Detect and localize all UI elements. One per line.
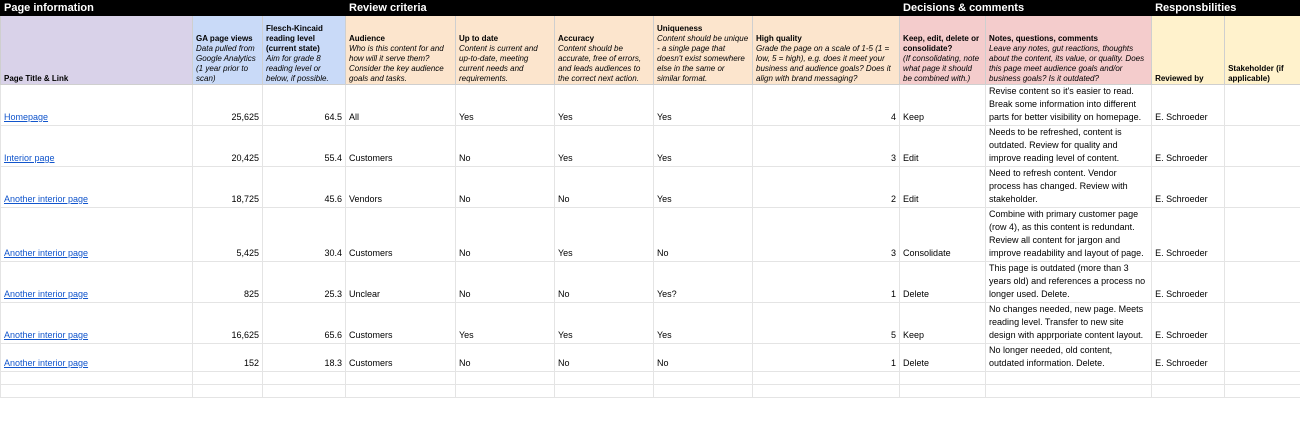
cell-quality[interactable]: 2 <box>753 167 900 208</box>
table-row <box>1 85 1300 126</box>
table-row <box>1 167 1300 208</box>
page-link[interactable]: Another interior page <box>4 248 89 258</box>
cell-accuracy[interactable]: Yes <box>555 85 654 126</box>
empty-cell[interactable] <box>263 372 346 385</box>
empty-cell[interactable] <box>1152 385 1225 398</box>
cell-notes[interactable]: Combine with primary customer page (row 4), as this content is redundant. Review all content for jargon and improve readability and layout of page. <box>986 208 1152 262</box>
cell-notes[interactable]: Revise content so it's easier to read. Break some information into different parts for better visibility on homepage. <box>986 85 1152 126</box>
cell-views[interactable]: 152 <box>193 344 263 372</box>
cell-stakeholder[interactable] <box>1225 85 1300 126</box>
cell-uniqueness[interactable]: Yes? <box>654 262 753 303</box>
empty-cell[interactable] <box>193 372 263 385</box>
empty-cell[interactable] <box>753 385 900 398</box>
cell-uniqueness[interactable]: Yes <box>654 85 753 126</box>
group-responsibilities[interactable]: Responsbilities <box>1152 1 1300 16</box>
cell-stakeholder[interactable] <box>1225 167 1300 208</box>
col-header-decision[interactable]: Keep, edit, delete or consolidate? (If consolidating, note what page it should be combined with.) <box>900 16 986 85</box>
cell-up-to-date[interactable]: No <box>456 344 555 372</box>
page-link[interactable]: Homepage <box>4 112 49 122</box>
cell-page[interactable] <box>1 344 193 372</box>
cell-reading-level[interactable]: 25.3 <box>263 262 346 303</box>
col-header-stakeholder[interactable]: Stakeholder (if applicable) <box>1225 16 1300 85</box>
cell-page[interactable] <box>1 208 193 262</box>
empty-cell[interactable] <box>263 385 346 398</box>
cell-page[interactable] <box>1 167 193 208</box>
cell-views[interactable]: 5,425 <box>193 208 263 262</box>
cell-quality[interactable]: 5 <box>753 303 900 344</box>
cell-audience[interactable]: Unclear <box>346 262 456 303</box>
empty-row <box>1 372 1300 385</box>
empty-cell[interactable] <box>1 372 193 385</box>
cell-page[interactable] <box>1 303 193 344</box>
empty-cell[interactable] <box>346 372 456 385</box>
cell-quality[interactable]: 3 <box>753 126 900 167</box>
cell-accuracy[interactable]: Yes <box>555 303 654 344</box>
page-link[interactable]: Another interior page <box>4 330 89 340</box>
cell-accuracy[interactable]: No <box>555 167 654 208</box>
empty-cell[interactable] <box>986 385 1152 398</box>
empty-cell[interactable] <box>900 385 986 398</box>
cell-up-to-date[interactable]: Yes <box>456 303 555 344</box>
cell-reviewer[interactable]: E. Schroeder <box>1152 167 1225 208</box>
cell-audience[interactable]: Customers <box>346 344 456 372</box>
empty-cell[interactable] <box>1 385 193 398</box>
empty-cell[interactable] <box>1225 372 1300 385</box>
cell-quality[interactable]: 1 <box>753 262 900 303</box>
cell-uniqueness[interactable]: Yes <box>654 126 753 167</box>
cell-quality[interactable]: 1 <box>753 344 900 372</box>
empty-cell[interactable] <box>1225 385 1300 398</box>
cell-views[interactable]: 20,425 <box>193 126 263 167</box>
page-link[interactable]: Another interior page <box>4 289 89 299</box>
cell-reviewer[interactable]: E. Schroeder <box>1152 126 1225 167</box>
cell-reading-level[interactable]: 64.5 <box>263 85 346 126</box>
col-header-ga-views[interactable]: GA page views Data pulled from Google Analytics (1 year prior to scan) <box>193 16 263 85</box>
page-link[interactable]: Interior page <box>4 153 55 163</box>
cell-notes[interactable]: Needs to be refreshed, content is outdated. Review for quality and improve reading level of content. <box>986 126 1152 167</box>
cell-page[interactable] <box>1 85 193 126</box>
cell-reading-level[interactable]: 55.4 <box>263 126 346 167</box>
cell-stakeholder[interactable] <box>1225 126 1300 167</box>
cell-accuracy[interactable]: Yes <box>555 126 654 167</box>
cell-decision[interactable]: Keep <box>900 303 986 344</box>
cell-decision[interactable]: Keep <box>900 85 986 126</box>
table-row <box>1 303 1300 344</box>
col-header-reading-level[interactable]: Flesch-Kincaid reading level (current state) Aim for grade 8 reading level or below, if possible. <box>263 16 346 85</box>
cell-decision[interactable]: Edit <box>900 126 986 167</box>
cell-decision[interactable]: Delete <box>900 262 986 303</box>
col-header-high-quality[interactable]: High quality Grade the page on a scale of 1-5 (1 = low, 5 = high), e.g. does it meet your business and audience goals? Does it align with brand messaging? <box>753 16 900 85</box>
empty-row <box>1 385 1300 398</box>
cell-stakeholder[interactable] <box>1225 262 1300 303</box>
table-row <box>1 262 1300 303</box>
cell-stakeholder[interactable] <box>1225 344 1300 372</box>
cell-notes[interactable]: This page is outdated (more than 3 years old) and references a process no longer used. Delete. <box>986 262 1152 303</box>
cell-up-to-date[interactable]: No <box>456 126 555 167</box>
group-page-information[interactable]: Page information <box>1 1 346 16</box>
col-header-uniqueness[interactable]: Uniqueness Content should be unique - a single page that doesn't exist somewhere else in the same or similar format. <box>654 16 753 85</box>
page-link[interactable]: Another interior page <box>4 358 89 368</box>
empty-cell[interactable] <box>654 385 753 398</box>
cell-accuracy[interactable]: No <box>555 262 654 303</box>
group-decisions-comments[interactable]: Decisions & comments <box>900 1 1152 16</box>
empty-cell[interactable] <box>555 385 654 398</box>
cell-reviewer[interactable]: E. Schroeder <box>1152 208 1225 262</box>
empty-cell[interactable] <box>753 372 900 385</box>
cell-up-to-date[interactable]: No <box>456 167 555 208</box>
cell-audience[interactable]: Customers <box>346 208 456 262</box>
cell-page[interactable] <box>1 126 193 167</box>
cell-audience[interactable]: Vendors <box>346 167 456 208</box>
cell-audience[interactable]: All <box>346 85 456 126</box>
col-header-page-title[interactable]: Page Title & Link <box>1 16 193 85</box>
cell-uniqueness[interactable]: Yes <box>654 303 753 344</box>
cell-decision[interactable]: Consolidate <box>900 208 986 262</box>
table-row <box>1 208 1300 262</box>
cell-reviewer[interactable]: E. Schroeder <box>1152 344 1225 372</box>
cell-stakeholder[interactable] <box>1225 303 1300 344</box>
cell-audience[interactable]: Customers <box>346 126 456 167</box>
empty-cell[interactable] <box>654 372 753 385</box>
cell-accuracy[interactable]: Yes <box>555 208 654 262</box>
col-header-reviewed-by[interactable]: Reviewed by <box>1152 16 1225 85</box>
cell-quality[interactable]: 3 <box>753 208 900 262</box>
cell-reviewer[interactable]: E. Schroeder <box>1152 262 1225 303</box>
empty-cell[interactable] <box>456 372 555 385</box>
cell-views[interactable]: 16,625 <box>193 303 263 344</box>
empty-cell[interactable] <box>1152 372 1225 385</box>
cell-up-to-date[interactable]: Yes <box>456 85 555 126</box>
cell-uniqueness[interactable]: No <box>654 208 753 262</box>
cell-reviewer[interactable]: E. Schroeder <box>1152 85 1225 126</box>
col-header-notes[interactable]: Notes, questions, comments Leave any notes, gut reactions, thoughts about the content, its value, or quality. Does this page meet audience goals and/or business goals? Is it outdated? <box>986 16 1152 85</box>
cell-uniqueness[interactable]: Yes <box>654 167 753 208</box>
col-header-up-to-date[interactable]: Up to date Content is current and up-to-date, meeting current needs and requirements. <box>456 16 555 85</box>
cell-quality[interactable]: 4 <box>753 85 900 126</box>
cell-up-to-date[interactable]: No <box>456 208 555 262</box>
cell-page[interactable] <box>1 262 193 303</box>
empty-cell[interactable] <box>456 385 555 398</box>
cell-views[interactable]: 825 <box>193 262 263 303</box>
cell-views[interactable]: 18,725 <box>193 167 263 208</box>
cell-decision[interactable]: Delete <box>900 344 986 372</box>
cell-stakeholder[interactable] <box>1225 208 1300 262</box>
cell-accuracy[interactable]: No <box>555 344 654 372</box>
empty-cell[interactable] <box>900 372 986 385</box>
cell-audience[interactable]: Customers <box>346 303 456 344</box>
cell-views[interactable]: 25,625 <box>193 85 263 126</box>
cell-reading-level[interactable]: 65.6 <box>263 303 346 344</box>
col-header-audience[interactable]: Audience Who is this content for and how will it serve them? Consider the key audience goals and tasks. <box>346 16 456 85</box>
group-header-row <box>1 1 1300 16</box>
empty-cell[interactable] <box>193 385 263 398</box>
cell-uniqueness[interactable]: No <box>654 344 753 372</box>
page-link[interactable]: Another interior page <box>4 194 89 204</box>
column-header-row <box>1 16 1300 85</box>
cell-reading-level[interactable]: 45.6 <box>263 167 346 208</box>
col-header-accuracy[interactable]: Accuracy Content should be accurate, free of errors, and leads audiences to the correct next action. <box>555 16 654 85</box>
cell-notes[interactable]: Need to refresh content. Vendor process has changed. Review with stakeholder. <box>986 167 1152 208</box>
cell-reading-level[interactable]: 30.4 <box>263 208 346 262</box>
cell-notes[interactable]: No longer needed, old content, outdated information. Delete. <box>986 344 1152 372</box>
cell-up-to-date[interactable]: No <box>456 262 555 303</box>
cell-notes[interactable]: No changes needed, new page. Meets reading level. Transfer to new site design with apprporiate content layout. <box>986 303 1152 344</box>
empty-cell[interactable] <box>986 372 1152 385</box>
empty-cell[interactable] <box>346 385 456 398</box>
cell-decision[interactable]: Edit <box>900 167 986 208</box>
empty-cell[interactable] <box>555 372 654 385</box>
cell-reading-level[interactable]: 18.3 <box>263 344 346 372</box>
table-row <box>1 344 1300 372</box>
table-row <box>1 126 1300 167</box>
cell-reviewer[interactable]: E. Schroeder <box>1152 303 1225 344</box>
group-review-criteria[interactable]: Review criteria <box>346 1 900 16</box>
